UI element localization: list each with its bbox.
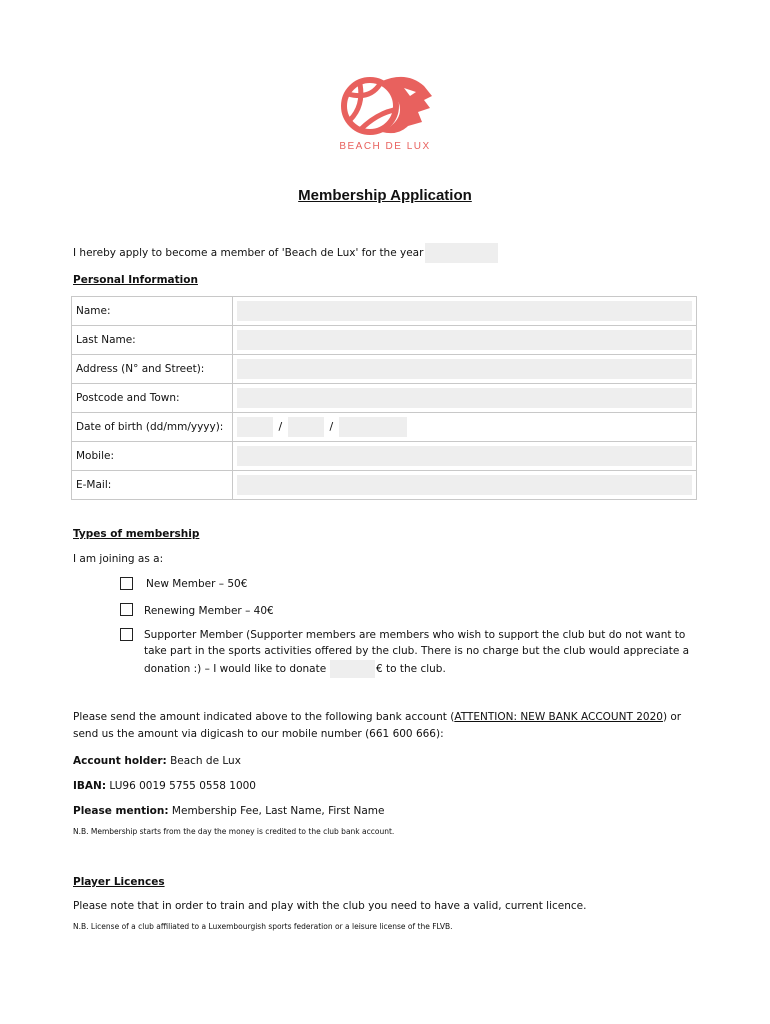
address-input[interactable] — [237, 359, 692, 379]
iban-value: LU96 0019 5755 0558 1000 — [109, 780, 256, 792]
date-of-birth-label: Date of birth (dd/mm/yyyy): — [72, 413, 233, 442]
table-row — [72, 297, 697, 326]
iban — [73, 780, 256, 792]
payment-line1 — [73, 711, 681, 723]
membership-start-note: N.B. Membership starts from the day the money is credited to the club bank account. — [73, 827, 395, 836]
donation-prefix: donation :) – I would like to donate — [144, 663, 327, 675]
table-row — [72, 384, 697, 413]
email-input[interactable] — [237, 475, 692, 495]
personal-info-heading: Personal Information — [73, 274, 198, 286]
postcode-town-label: Postcode and Town: — [72, 384, 233, 413]
donation-amount-input[interactable] — [330, 660, 375, 678]
supporter-member-checkbox[interactable] — [120, 628, 133, 641]
supporter-member-text-line1: Supporter Member (Supporter members are members who wish to support the club but do not want to — [144, 629, 686, 641]
dob-year-input[interactable] — [339, 417, 407, 437]
please-mention-label: Please mention: — [73, 805, 169, 817]
iban-label: IBAN: — [73, 780, 107, 792]
payment-line2: send us the amount via digicash to our mobile number (661 600 666): — [73, 728, 444, 740]
dob-separator: / — [329, 420, 334, 433]
licence-note: N.B. License of a club affiliated to a Luxembourgish sports federation or a leisure license of the FLVB. — [73, 922, 453, 931]
name-label: Name: — [72, 297, 233, 326]
intro-text: I hereby apply to become a member of 'Beach de Lux' for the year — [73, 247, 424, 259]
dob-day-input[interactable] — [237, 417, 273, 437]
mobile-input[interactable] — [237, 446, 692, 466]
address-label: Address (N° and Street): — [72, 355, 233, 384]
dob-month-input[interactable] — [288, 417, 324, 437]
mobile-label: Mobile: — [72, 442, 233, 471]
personal-info-table — [71, 296, 697, 500]
attention-new-bank-account: ATTENTION: NEW BANK ACCOUNT 2020 — [454, 711, 663, 723]
new-member-checkbox[interactable] — [120, 577, 133, 590]
postcode-town-input[interactable] — [237, 388, 692, 408]
renewing-member-checkbox[interactable] — [120, 603, 133, 616]
membership-types-heading: Types of membership — [73, 528, 200, 540]
licence-requirement-text: Please note that in order to train and play with the club you need to have a valid, current licence. — [73, 900, 587, 912]
account-holder-value: Beach de Lux — [170, 755, 241, 767]
please-mention-value: Membership Fee, Last Name, First Name — [171, 805, 385, 817]
year-field[interactable] — [425, 243, 498, 263]
table-row — [72, 355, 697, 384]
payment-line1-prefix: Please send the amount indicated above to the following bank account ( — [73, 711, 455, 723]
please-mention — [73, 805, 385, 817]
joining-as-text: I am joining as a: — [73, 553, 164, 565]
player-licences-heading: Player Licences — [73, 876, 165, 888]
new-member-label: New Member – 50€ — [146, 578, 248, 590]
last-name-label: Last Name: — [72, 326, 233, 355]
account-holder-label: Account holder: — [73, 755, 167, 767]
name-input[interactable] — [237, 301, 692, 321]
payment-line1-suffix: ) or — [662, 711, 682, 723]
donation-suffix: € to the club. — [376, 663, 446, 675]
table-row — [72, 413, 697, 442]
table-row — [72, 471, 697, 500]
account-holder — [73, 755, 241, 767]
table-row — [72, 442, 697, 471]
logo-brand-text: BEACH DE LUX — [339, 141, 431, 152]
renewing-member-label: Renewing Member – 40€ — [144, 605, 274, 617]
email-label: E-Mail: — [72, 471, 233, 500]
last-name-input[interactable] — [237, 330, 692, 350]
page-title: Membership Application — [298, 187, 472, 204]
table-row — [72, 326, 697, 355]
dob-separator: / — [278, 420, 283, 433]
supporter-member-text-line2: take part in the sports activities offered by the club. There is no charge but the club would appreciate a — [144, 645, 690, 657]
